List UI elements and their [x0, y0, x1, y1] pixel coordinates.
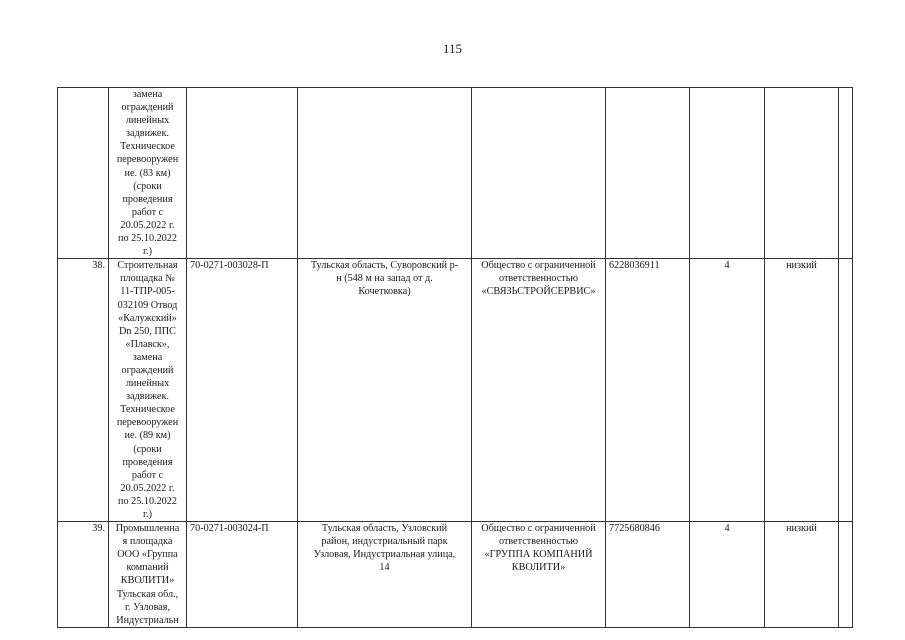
organization-cell-line: ответственностью	[499, 536, 578, 548]
object-name-cell	[109, 88, 187, 259]
row-number-cell	[58, 88, 109, 259]
object-code-cell: 70-0271-003024-П	[187, 522, 298, 628]
object-name-cell-line: Промышленна	[115, 523, 180, 535]
organization-cell-line: Общество с ограниченной	[481, 523, 596, 535]
object-name-cell-line: (сроки	[133, 180, 162, 192]
object-name-cell-line: линейных	[125, 115, 170, 127]
inn-cell: 7725680846	[606, 522, 690, 628]
object-name-cell-line: замена	[132, 89, 163, 100]
object-name-cell-line: работ с	[131, 206, 164, 218]
organization-cell-line: КВОЛИТИ»	[511, 562, 566, 574]
address-cell-line: Тульская область, Суворовский р-	[310, 260, 459, 272]
category-cell	[690, 88, 765, 259]
object-name-cell-line: г.)	[143, 509, 152, 520]
object-name-cell-line: ООО «Группа	[117, 549, 178, 561]
object-name-cell-line: «Плавск»,	[125, 338, 170, 350]
object-name-cell-line: Тульская обл.,	[116, 588, 179, 600]
address-cell-line: н (548 м на запад от д.	[336, 273, 433, 285]
organization-cell-line: «СВЯЗЬСТРОЙСЕРВИС»	[481, 286, 596, 298]
page-number: 115	[442, 41, 463, 56]
object-name-cell-line: 032109 Отвод	[117, 299, 178, 311]
object-code-cell	[187, 88, 298, 259]
object-name-cell-line: проведения	[122, 456, 173, 468]
extra-cell	[839, 88, 853, 259]
object-name-cell-line: 20.05.2022 г.	[120, 219, 175, 231]
object-name-cell-line: 11-ТПР-005-	[120, 286, 175, 298]
object-name-cell	[109, 522, 187, 628]
extra-cell	[839, 259, 853, 522]
object-name-cell-line: по 25.10.2022	[118, 495, 177, 507]
address-cell-line: 14	[379, 562, 390, 574]
object-name-cell-line: г.)	[143, 246, 152, 258]
object-name-cell-line: КВОЛИТИ»	[120, 575, 175, 587]
row-number-cell: 38.	[58, 259, 109, 522]
table-body	[58, 88, 853, 628]
object-name-cell-line: ие. (83 км)	[124, 167, 171, 179]
row-number-cell: 39.	[58, 522, 109, 628]
object-name-cell-line: г. Узловая,	[124, 601, 171, 613]
object-name-cell-line: линейных	[125, 378, 170, 390]
organization-cell	[472, 88, 606, 259]
object-name-cell-line: работ с	[131, 469, 164, 481]
category-cell: 4	[690, 522, 765, 628]
organization-cell-line: Общество с ограниченной	[481, 260, 596, 272]
object-name-cell-line: площадка №	[120, 273, 175, 285]
object-name-cell-line: «Калужский»	[118, 312, 177, 324]
table-row	[58, 88, 853, 259]
address-cell-line: район, индустриальный парк	[321, 536, 448, 548]
object-name-cell-line: задвижек.	[126, 128, 169, 140]
object-name-cell-line: задвижек.	[126, 391, 169, 403]
object-name-cell-line: ограждений	[121, 102, 174, 114]
object-name-cell-line: Техническое	[120, 404, 175, 416]
object-name-cell-line: Индустриальн	[116, 614, 179, 626]
organization-cell-line: «ГРУППА КОМПАНИЙ	[484, 549, 593, 561]
object-name-cell-line: по 25.10.2022	[118, 233, 177, 245]
object-name-cell-line: ие. (89 км)	[124, 430, 171, 442]
object-name-cell-line: перевооружен	[116, 417, 179, 429]
object-name-cell-line: Dn 250, ППС	[119, 325, 176, 337]
risk-cell	[765, 88, 839, 259]
object-name-cell-line: проведения	[122, 193, 173, 205]
object-name-cell	[109, 259, 187, 522]
object-name-cell-line: ограждений	[121, 364, 174, 376]
extra-cell	[839, 522, 853, 628]
category-cell: 4	[690, 259, 765, 522]
address-cell-line: Узловая, Индустриальная улица,	[313, 549, 456, 561]
object-name-cell-line: перевооружен	[116, 154, 179, 166]
object-name-cell-line: я площадка	[122, 536, 173, 548]
organization-cell-line: ответственностью	[499, 273, 578, 285]
object-name-cell-line: замена	[132, 351, 163, 363]
inn-cell	[606, 88, 690, 259]
risk-cell: низкий	[765, 522, 839, 628]
organization-cell	[472, 259, 606, 522]
organization-cell	[472, 522, 606, 628]
object-name-cell-line: компаний	[126, 562, 169, 574]
address-cell	[298, 88, 472, 259]
registry-table	[57, 87, 853, 628]
inn-cell: 6228036911	[606, 259, 690, 522]
address-cell	[298, 522, 472, 628]
address-cell-line: Тульская область, Узловский	[321, 523, 448, 535]
object-code-cell: 70-0271-003028-П	[187, 259, 298, 522]
table-row	[58, 522, 853, 628]
address-cell-line: Кочетковка)	[358, 286, 411, 298]
object-name-cell-line: Техническое	[120, 141, 175, 153]
address-cell	[298, 259, 472, 522]
risk-cell: низкий	[765, 259, 839, 522]
object-name-cell-line: (сроки	[133, 443, 162, 455]
object-name-cell-line: Строительная	[117, 260, 178, 272]
object-name-cell-line: 20.05.2022 г.	[120, 482, 175, 494]
table-row	[58, 259, 853, 522]
